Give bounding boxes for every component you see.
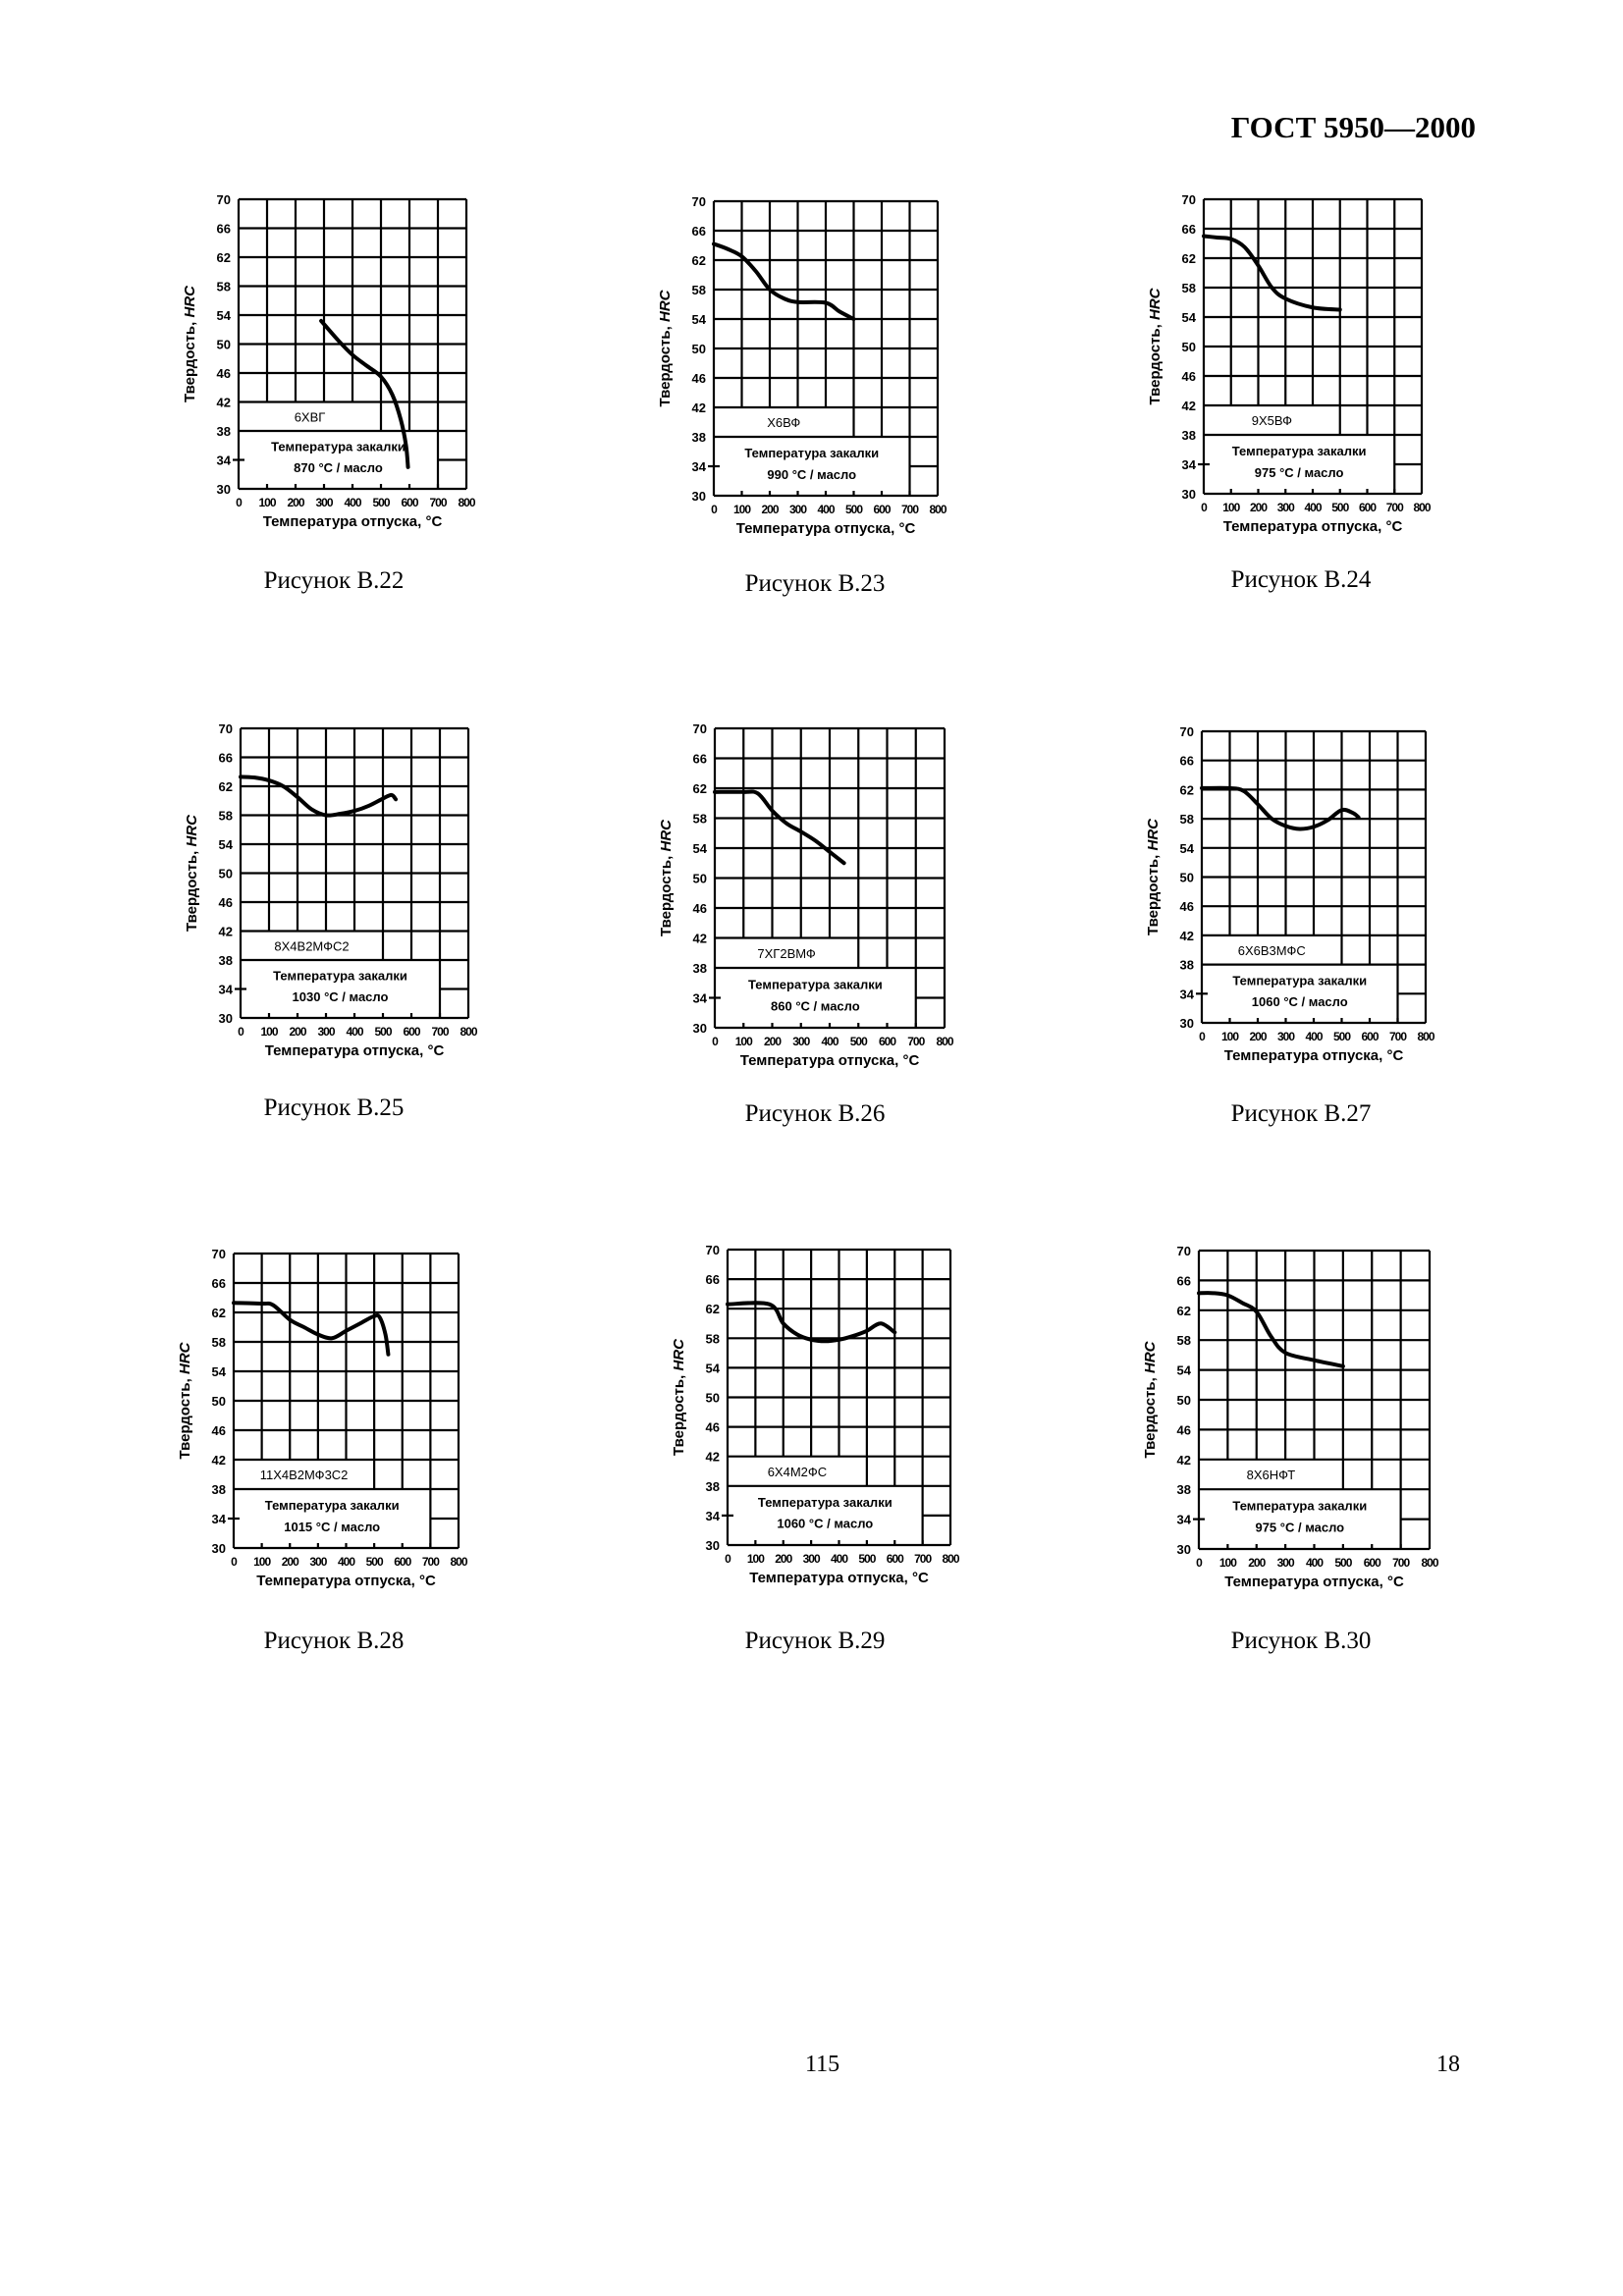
y-tick-label: 58	[691, 283, 706, 297]
hardness-chart	[165, 1234, 478, 1617]
y-tick-label: 46	[692, 901, 707, 916]
y-tick-label: 62	[692, 781, 707, 796]
x-tick-label: 800	[1413, 501, 1431, 514]
y-tick-label: 50	[705, 1390, 720, 1406]
y-tick-label: 38	[692, 961, 707, 976]
y-tick-label: 70	[218, 721, 233, 736]
figure-caption: Рисунок В.30	[1230, 1628, 1372, 1654]
y-tick-label: 42	[1181, 399, 1196, 413]
y-tick-label: 30	[705, 1538, 720, 1553]
y-tick-label: 70	[216, 192, 231, 207]
hardness-chart	[659, 1230, 970, 1614]
x-tick-label: 100	[258, 496, 276, 509]
plot-area	[1147, 192, 1432, 535]
y-tick-label: 58	[705, 1331, 720, 1347]
y-axis-label	[177, 1341, 193, 1459]
figure-caption: Рисунок В.23	[744, 570, 886, 597]
y-tick-label: 62	[218, 779, 233, 794]
y-tick-label: 34	[218, 982, 233, 997]
x-axis-label: Температура отпуска, °С	[1223, 1047, 1404, 1064]
y-tick-label: 46	[1181, 369, 1196, 384]
y-axis-label-text: Твердость,	[182, 317, 198, 402]
x-tick-label: 700	[431, 1025, 449, 1039]
y-tick-label: 70	[211, 1247, 226, 1261]
x-tick-label: 300	[1276, 1030, 1295, 1043]
x-tick-label: 700	[1385, 501, 1403, 514]
y-tick-label: 42	[211, 1453, 226, 1468]
x-tick-label: 0	[236, 496, 242, 509]
y-tick-label: 42	[216, 395, 231, 410]
y-tick-label: 62	[1181, 251, 1196, 266]
hardness-chart	[1133, 712, 1445, 1092]
y-tick-label: 34	[692, 990, 707, 1006]
quench-value: 990 °С / масло	[767, 466, 857, 482]
x-tick-label: 300	[309, 1555, 327, 1569]
y-tick-label: 54	[216, 308, 231, 323]
y-axis-label-text: Твердость,	[657, 322, 674, 407]
x-tick-label: 0	[1196, 1556, 1202, 1570]
y-tick-label: 54	[691, 312, 706, 327]
x-tick-label: 500	[374, 1025, 392, 1039]
y-tick-label: 38	[1181, 428, 1196, 443]
y-tick-label: 38	[705, 1478, 720, 1494]
plot-area	[182, 192, 476, 530]
steel-grade-label: 7ХГ2ВМФ	[757, 945, 816, 961]
y-tick-label: 54	[211, 1364, 226, 1379]
y-axis-label	[658, 819, 675, 936]
hardness-chart	[645, 182, 957, 564]
hardness-curve	[1199, 1293, 1343, 1366]
y-tick-label: 54	[218, 837, 233, 852]
x-tick-label: 400	[817, 503, 835, 516]
y-tick-label: 42	[691, 400, 706, 415]
x-tick-label: 300	[802, 1552, 820, 1566]
quench-title: Температура закалки	[1232, 1498, 1368, 1514]
x-tick-label: 0	[711, 503, 717, 516]
x-tick-label: 700	[907, 1035, 925, 1048]
y-tick-label: 46	[691, 371, 706, 386]
figure-caption: Рисунок В.24	[1230, 566, 1372, 593]
x-tick-label: 500	[844, 503, 863, 516]
hardness-chart	[1130, 1231, 1449, 1618]
y-tick-label: 66	[211, 1276, 226, 1291]
plot-area	[1142, 1244, 1439, 1590]
y-tick-label: 46	[705, 1419, 720, 1435]
y-tick-label: 58	[1181, 281, 1196, 295]
y-axis-label-text: Твердость,	[177, 1374, 193, 1460]
y-axis-label	[182, 285, 198, 402]
x-tick-label: 100	[746, 1552, 764, 1566]
quench-title: Температура закалки	[757, 1494, 893, 1510]
x-tick-label: 500	[372, 496, 390, 509]
y-axis-label-text: Твердость,	[658, 851, 675, 936]
y-tick-label: 50	[218, 866, 233, 881]
y-tick-label: 38	[1179, 957, 1194, 973]
y-axis-label-unit: HRC	[1147, 288, 1163, 321]
x-tick-label: 200	[763, 1035, 782, 1048]
y-tick-label: 34	[705, 1508, 720, 1523]
quench-title: Температура закалки	[1232, 973, 1368, 988]
y-axis-label	[1147, 287, 1163, 404]
x-tick-label: 300	[1276, 1556, 1294, 1570]
x-tick-label: 200	[287, 496, 304, 509]
x-tick-label: 400	[830, 1552, 848, 1566]
y-tick-label: 62	[211, 1306, 226, 1320]
x-tick-label: 800	[1417, 1030, 1434, 1043]
y-tick-label: 58	[692, 811, 707, 827]
y-tick-label: 38	[1176, 1482, 1191, 1498]
quench-title: Температура закалки	[744, 446, 880, 460]
x-tick-label: 200	[1249, 1030, 1267, 1043]
y-tick-label: 30	[691, 489, 706, 504]
y-tick-label: 70	[1176, 1244, 1191, 1258]
x-tick-label: 200	[289, 1025, 306, 1039]
x-tick-label: 400	[337, 1555, 355, 1569]
y-axis-label-text: Твердость,	[671, 1370, 687, 1456]
x-tick-label: 800	[942, 1552, 959, 1566]
x-tick-label: 700	[900, 503, 919, 516]
quench-value: 1060 °С / масло	[777, 1516, 874, 1531]
figure-caption: Рисунок В.28	[263, 1628, 405, 1654]
y-axis-label	[184, 814, 200, 932]
y-tick-label: 66	[216, 221, 231, 237]
x-tick-label: 300	[788, 503, 807, 516]
x-tick-label: 600	[1358, 501, 1377, 514]
quench-title: Температура закалки	[1231, 444, 1367, 458]
quench-value: 1060 °С / масло	[1251, 993, 1348, 1009]
x-tick-label: 100	[260, 1025, 278, 1039]
x-axis-label: Температура отпуска, °С	[739, 1052, 920, 1069]
x-tick-label: 600	[873, 503, 891, 516]
y-tick-label: 62	[216, 250, 231, 265]
y-tick-label: 62	[705, 1302, 720, 1317]
x-tick-label: 800	[458, 496, 475, 509]
x-tick-label: 500	[365, 1555, 383, 1569]
x-tick-label: 700	[421, 1555, 439, 1569]
quench-value: 975 °С / масло	[1254, 464, 1344, 480]
y-axis-label-unit: HRC	[177, 1342, 193, 1375]
hardness-chart	[172, 709, 488, 1087]
x-tick-label: 800	[936, 1035, 953, 1048]
y-tick-label: 38	[216, 424, 231, 439]
y-axis-label-unit: HRC	[182, 286, 198, 318]
quench-value: 1030 °С / масло	[292, 989, 389, 1005]
hardness-curve	[241, 776, 396, 815]
x-tick-label: 600	[403, 1025, 420, 1039]
y-tick-label: 46	[211, 1423, 226, 1438]
x-tick-label: 600	[878, 1035, 896, 1048]
x-tick-label: 500	[1332, 1030, 1351, 1043]
y-tick-label: 66	[1176, 1273, 1191, 1289]
y-tick-label: 42	[692, 931, 707, 946]
y-tick-label: 50	[1179, 870, 1194, 885]
y-tick-label: 42	[1176, 1452, 1191, 1468]
hardness-chart	[170, 180, 486, 558]
x-tick-label: 800	[460, 1025, 477, 1039]
y-tick-label: 50	[691, 342, 706, 356]
x-tick-label: 200	[281, 1555, 298, 1569]
y-tick-label: 58	[211, 1335, 226, 1350]
y-tick-label: 46	[218, 895, 233, 910]
document-header: ГОСТ 5950—2000	[1230, 110, 1476, 144]
x-tick-label: 0	[231, 1555, 237, 1569]
y-tick-label: 34	[1176, 1512, 1191, 1527]
steel-grade-label: Х6ВФ	[767, 415, 801, 430]
y-axis-label-unit: HRC	[658, 820, 675, 852]
figure-caption: Рисунок В.25	[263, 1095, 405, 1121]
y-tick-label: 38	[211, 1482, 226, 1497]
quench-title: Температура закалки	[264, 1498, 400, 1513]
hardness-curve	[1202, 788, 1359, 829]
plot-area	[658, 721, 954, 1069]
y-tick-label: 42	[705, 1449, 720, 1465]
x-tick-label: 500	[849, 1035, 867, 1048]
y-tick-label: 50	[216, 337, 231, 352]
y-tick-label: 30	[216, 482, 231, 497]
y-axis-label	[657, 289, 674, 406]
y-tick-label: 66	[692, 751, 707, 767]
hardness-curve	[714, 244, 854, 320]
y-tick-label: 38	[691, 430, 706, 445]
quench-value: 860 °С / масло	[771, 998, 860, 1014]
y-tick-label: 54	[1181, 310, 1196, 325]
y-axis-label-unit: HRC	[1145, 819, 1162, 851]
x-tick-label: 100	[1218, 1556, 1236, 1570]
x-tick-label: 100	[1220, 1030, 1239, 1043]
x-tick-label: 800	[1421, 1556, 1438, 1570]
x-tick-label: 400	[821, 1035, 839, 1048]
x-axis-label: Температура отпуска, °С	[735, 520, 916, 537]
x-tick-label: 800	[929, 503, 947, 516]
x-tick-label: 700	[429, 496, 447, 509]
steel-grade-label: 6Х4М2ФС	[767, 1464, 828, 1479]
y-axis-label-text: Твердость,	[184, 846, 200, 932]
plot-area	[671, 1243, 960, 1586]
steel-grade-label: 8Х4В2МФС2	[274, 938, 350, 954]
x-tick-label: 0	[725, 1552, 730, 1566]
hardness-curve	[1204, 237, 1340, 310]
x-tick-label: 600	[401, 496, 418, 509]
x-tick-label: 400	[1304, 501, 1322, 514]
x-tick-label: 500	[1331, 501, 1349, 514]
y-tick-label: 34	[211, 1512, 226, 1526]
y-tick-label: 66	[1181, 222, 1196, 237]
y-tick-label: 50	[692, 871, 707, 886]
quench-title: Температура закалки	[747, 977, 883, 992]
x-tick-label: 600	[1363, 1556, 1380, 1570]
plot-area	[177, 1247, 468, 1589]
x-axis-label: Температура отпуска, °С	[256, 1573, 436, 1589]
y-axis-label	[1145, 818, 1162, 935]
y-tick-label: 70	[1179, 724, 1194, 739]
hardness-chart	[1135, 180, 1441, 562]
x-tick-label: 400	[1305, 1556, 1324, 1570]
y-tick-label: 54	[692, 841, 707, 856]
x-tick-label: 100	[732, 503, 751, 516]
x-tick-label: 300	[317, 1025, 335, 1039]
y-tick-label: 66	[691, 224, 706, 239]
x-axis-label: Температура отпуска, °С	[749, 1570, 929, 1586]
y-tick-label: 46	[1179, 899, 1194, 915]
steel-grade-label: 6ХВГ	[294, 409, 326, 425]
x-tick-label: 0	[1199, 1030, 1205, 1043]
page-number: 115	[805, 2052, 840, 2077]
y-axis-label-unit: HRC	[1142, 1341, 1159, 1374]
figure-caption: Рисунок В.29	[744, 1628, 886, 1654]
quench-title: Температура закалки	[271, 439, 406, 454]
y-tick-label: 62	[691, 253, 706, 268]
y-axis-label-unit: HRC	[184, 815, 200, 847]
x-axis-label: Температура отпуска, °С	[1222, 518, 1403, 535]
x-tick-label: 100	[1222, 501, 1240, 514]
x-tick-label: 600	[886, 1552, 903, 1566]
x-tick-label: 400	[1305, 1030, 1323, 1043]
x-tick-label: 400	[346, 1025, 363, 1039]
figure-caption: Рисунок В.26	[744, 1100, 886, 1127]
y-tick-label: 30	[218, 1011, 233, 1026]
y-tick-label: 54	[1176, 1362, 1191, 1378]
y-axis-label-text: Твердость,	[1142, 1373, 1159, 1459]
plot-area	[657, 194, 947, 537]
hardness-curve	[234, 1303, 388, 1355]
x-tick-label: 600	[394, 1555, 411, 1569]
y-axis-label-text: Твердость,	[1147, 320, 1163, 405]
y-tick-label: 58	[218, 808, 233, 824]
y-tick-label: 42	[1179, 928, 1194, 943]
y-axis-label	[1142, 1340, 1159, 1458]
y-axis-label	[671, 1338, 687, 1456]
x-tick-label: 700	[914, 1552, 932, 1566]
y-tick-label: 34	[216, 453, 231, 468]
y-tick-label: 46	[216, 366, 231, 381]
x-tick-label: 600	[1361, 1030, 1379, 1043]
x-tick-label: 500	[1334, 1556, 1352, 1570]
y-axis-label-unit: HRC	[671, 1339, 687, 1371]
y-axis-label-text: Твердость,	[1145, 850, 1162, 935]
plot-area	[184, 721, 478, 1059]
x-axis-label: Температура отпуска, °С	[264, 1042, 445, 1059]
y-tick-label: 58	[1179, 812, 1194, 828]
y-tick-label: 70	[1181, 192, 1196, 207]
plot-area	[1145, 724, 1435, 1064]
y-tick-label: 42	[218, 924, 233, 939]
x-tick-label: 0	[238, 1025, 243, 1039]
y-tick-label: 30	[692, 1021, 707, 1036]
x-tick-label: 700	[1392, 1556, 1410, 1570]
y-tick-label: 30	[1179, 1016, 1194, 1031]
quench-value: 975 °С / масло	[1255, 1520, 1345, 1535]
steel-grade-label: 11Х4В2МФ3С2	[259, 1468, 349, 1482]
y-tick-label: 70	[692, 721, 707, 736]
hardness-chart	[646, 709, 964, 1096]
hardness-curve	[715, 791, 844, 863]
x-tick-label: 300	[315, 496, 333, 509]
quench-value: 870 °С / масло	[294, 460, 383, 476]
x-tick-label: 800	[450, 1555, 467, 1569]
x-axis-label: Температура отпуска, °С	[1224, 1574, 1404, 1590]
y-tick-label: 58	[1176, 1333, 1191, 1349]
quench-value: 1015 °С / масло	[284, 1519, 381, 1534]
x-tick-label: 400	[344, 496, 361, 509]
x-tick-label: 200	[1249, 501, 1268, 514]
y-tick-label: 34	[1179, 987, 1194, 1002]
y-tick-label: 54	[705, 1361, 720, 1376]
x-tick-label: 100	[734, 1035, 752, 1048]
x-tick-label: 0	[1201, 501, 1207, 514]
x-tick-label: 300	[1276, 501, 1294, 514]
steel-grade-label: 9Х5ВФ	[1251, 413, 1293, 428]
figure-caption: Рисунок В.27	[1230, 1100, 1372, 1127]
y-tick-label: 66	[218, 750, 233, 766]
x-tick-label: 300	[792, 1035, 810, 1048]
y-tick-label: 30	[1176, 1542, 1191, 1557]
y-tick-label: 70	[705, 1243, 720, 1257]
x-tick-label: 700	[1388, 1030, 1407, 1043]
y-tick-label: 50	[211, 1394, 226, 1409]
y-tick-label: 38	[218, 953, 233, 968]
x-tick-label: 200	[761, 503, 779, 516]
quench-title: Температура закалки	[273, 968, 407, 984]
y-tick-label: 34	[691, 459, 706, 474]
y-tick-label: 54	[1179, 840, 1194, 856]
steel-grade-label: 8Х6НФТ	[1246, 1468, 1296, 1482]
y-axis-label-unit: HRC	[657, 290, 674, 323]
y-tick-label: 50	[1176, 1393, 1191, 1408]
y-tick-label: 70	[691, 194, 706, 209]
x-tick-label: 200	[1248, 1556, 1266, 1570]
x-tick-label: 100	[253, 1555, 271, 1569]
y-tick-label: 58	[216, 279, 231, 294]
steel-grade-label: 6Х6В3МФС	[1237, 942, 1306, 958]
x-tick-label: 500	[858, 1552, 876, 1566]
y-tick-label: 62	[1179, 782, 1194, 798]
sheet-number: 18	[1436, 2052, 1460, 2077]
y-tick-label: 62	[1176, 1303, 1191, 1318]
y-tick-label: 30	[211, 1541, 226, 1556]
y-tick-label: 66	[1179, 753, 1194, 769]
y-tick-label: 30	[1181, 487, 1196, 502]
y-tick-label: 46	[1176, 1422, 1191, 1438]
y-tick-label: 66	[705, 1272, 720, 1288]
figure-caption: Рисунок В.22	[263, 567, 405, 594]
y-tick-label: 34	[1181, 457, 1196, 472]
x-tick-label: 200	[775, 1552, 792, 1566]
y-tick-label: 50	[1181, 340, 1196, 354]
x-axis-label: Температура отпуска, °С	[262, 513, 443, 530]
x-tick-label: 0	[712, 1035, 718, 1048]
